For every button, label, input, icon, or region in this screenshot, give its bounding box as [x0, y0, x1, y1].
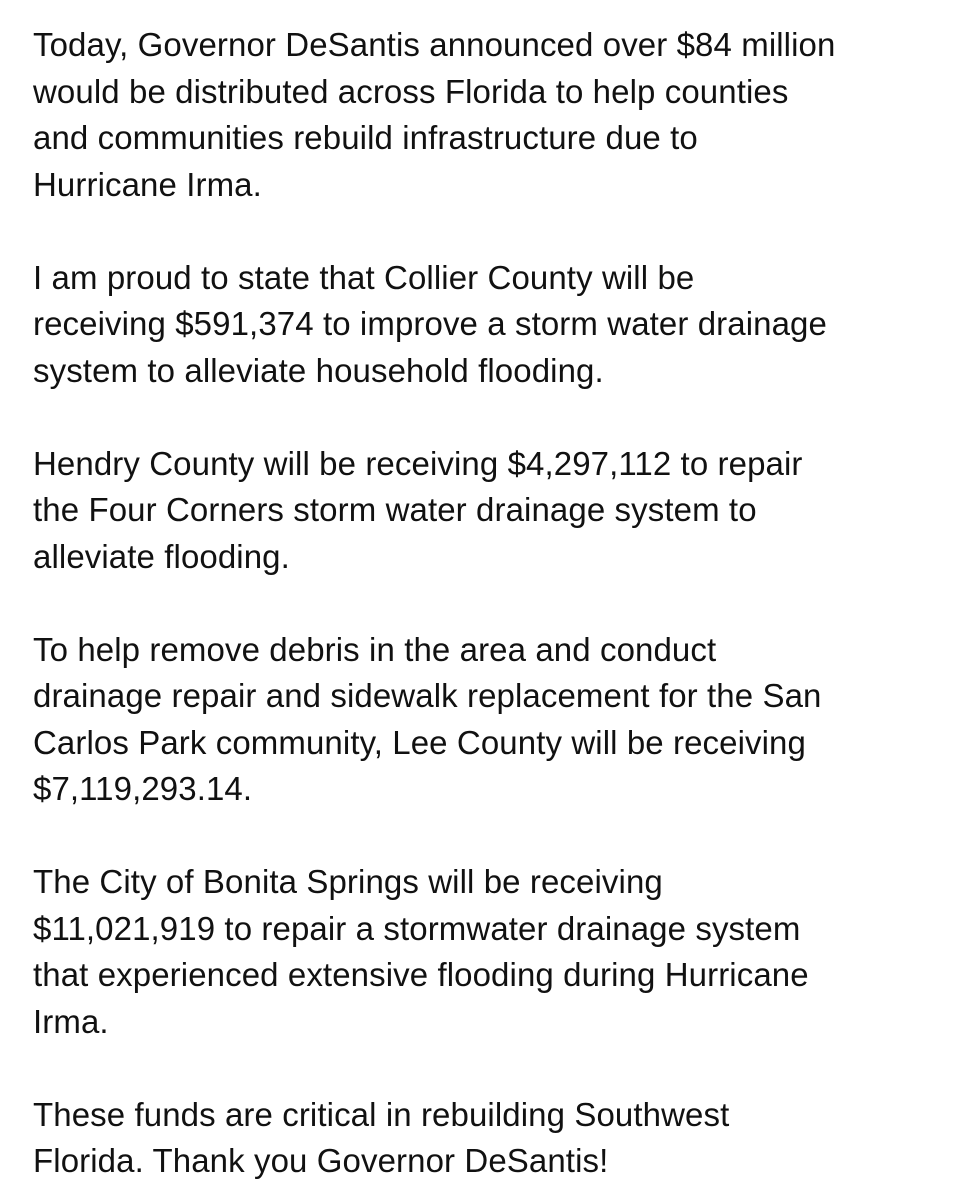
paragraph-gap: [33, 1045, 943, 1092]
text-line: system to alleviate household flooding.: [33, 351, 604, 389]
paragraph-announcement: [33, 22, 943, 208]
paragraph-hendry-county: [33, 441, 943, 581]
note-body: [33, 22, 943, 1185]
paragraph-collier-county: [33, 255, 943, 395]
text-line: would be distributed across Florida to help counties: [33, 72, 789, 110]
text-line: These funds are critical in rebuilding Southwest: [33, 1095, 730, 1133]
text-line: and communities rebuild infrastructure due to: [33, 119, 698, 156]
text-line: alleviate flooding.: [33, 537, 290, 575]
paragraph-gap: [33, 813, 943, 860]
text-line: drainage repair and sidewalk replacement for the San: [33, 677, 822, 714]
paragraph-lee-county: [33, 627, 943, 813]
text-line: Today, Governor DeSantis announced over $84 million: [33, 26, 836, 63]
text-line: the Four Corners storm water drainage system to: [33, 491, 757, 528]
text-line: Carlos Park community, Lee County will be receiving: [33, 723, 806, 761]
paragraph-gap: [33, 208, 943, 255]
text-line: receiving $591,374 to improve a storm water drainage: [33, 305, 827, 342]
text-line: Hendry County will be receiving $4,297,112 to repair: [33, 444, 803, 482]
text-line: $7,119,293.14.: [33, 770, 253, 807]
paragraph-gap: [33, 580, 943, 627]
text-line: Irma.: [33, 1002, 109, 1040]
text-line: $11,021,919 to repair a stormwater drainage system: [33, 909, 801, 947]
paragraph-bonita-springs: [33, 859, 943, 1045]
paragraph-closing: [33, 1092, 943, 1185]
text-line: To help remove debris in the area and conduct: [33, 630, 717, 668]
text-line: Florida. Thank you Governor DeSantis!: [33, 1142, 609, 1179]
paragraph-gap: [33, 394, 943, 441]
text-line: I am proud to state that Collier County will be: [33, 258, 695, 296]
text-line: that experienced extensive flooding during Hurricane: [33, 956, 809, 993]
text-line: Hurricane Irma.: [33, 165, 262, 203]
text-line: The City of Bonita Springs will be receiving: [33, 863, 663, 900]
